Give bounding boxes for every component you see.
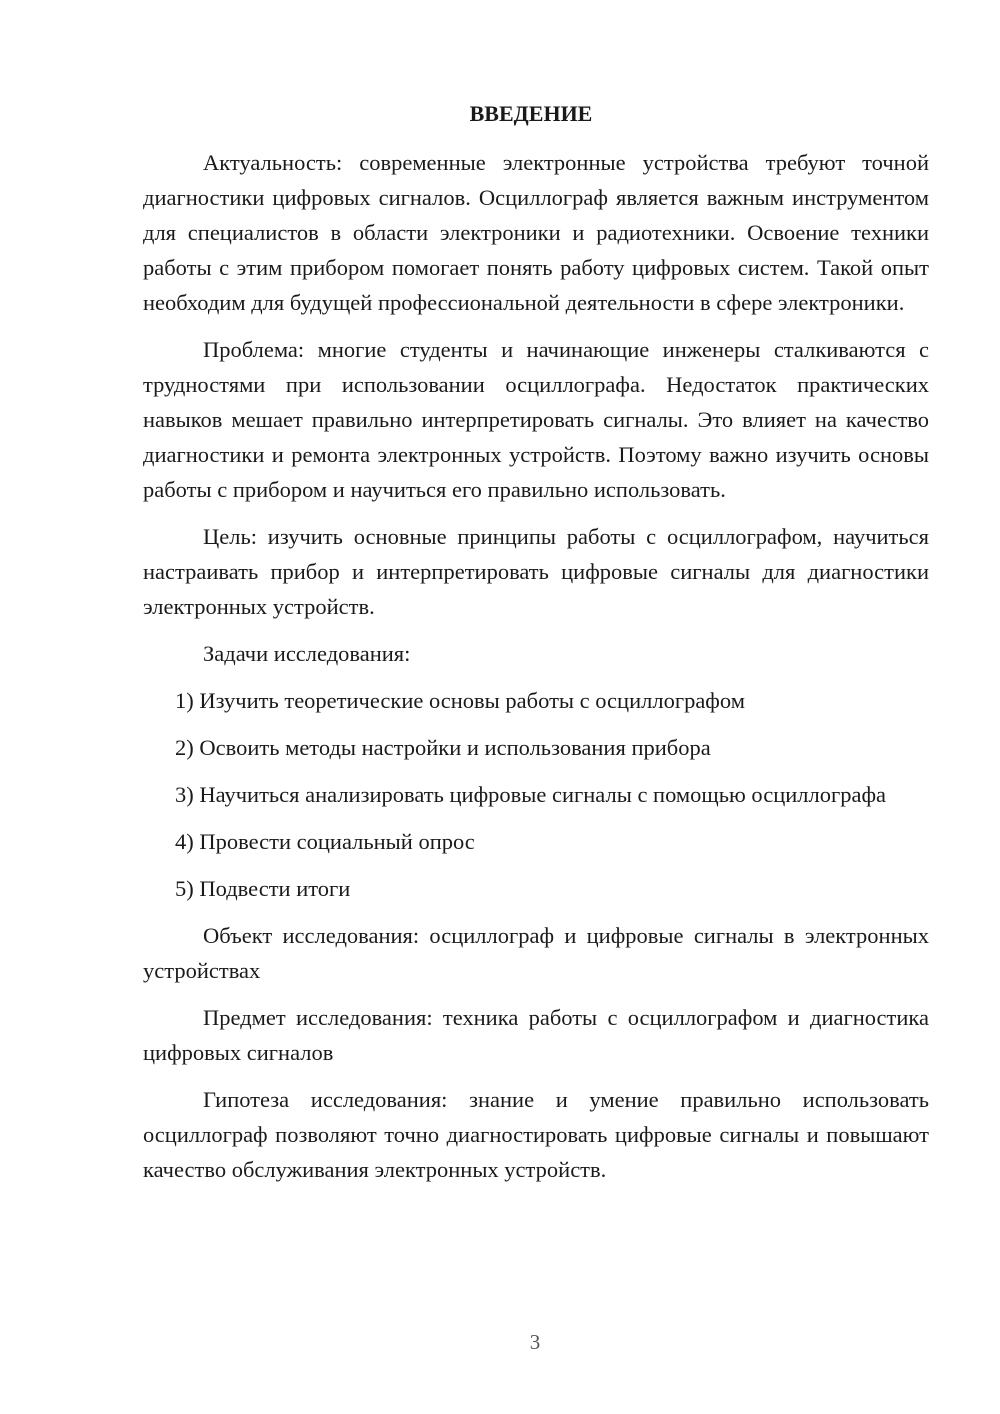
paragraph-goal: Цель: изучить основные принципы работы с осциллографом, научиться настраивать прибор и интерпретировать цифровые сигналы для диагностики электронных устройств.	[143, 524, 929, 619]
task-item-3: 3) Научиться анализировать цифровые сигналы с помощью осциллографа	[175, 782, 887, 807]
paragraph-relevance: Актуальность: современные электронные устройства требуют точной диагностики цифровых сигналов. Осциллограф является важным инструментом для специалистов в области электроники и радиотехники. Освоение техники работы с этим прибором помогает понять работу цифровых систем. Такой опыт необходим для будущей профессиональной деятельности в сфере электроники.	[143, 150, 929, 315]
task-item-2: 2) Освоить методы настройки и использования прибора	[175, 735, 711, 760]
task-item-4: 4) Провести социальный опрос	[175, 829, 475, 854]
paragraph-problem: Проблема: многие студенты и начинающие инженеры сталкиваются с трудностями при использовании осциллографа. Недостаток практических навыков мешает правильно интерпретировать сигналы. Это влияет на качество диагностики и ремонта электронных устройств. Поэтому важно изучить основы работы с прибором и научиться его правильно использовать.	[143, 337, 929, 502]
section-title: ВВЕДЕНИЕ	[469, 101, 593, 126]
paragraph-hypothesis: Гипотеза исследования: знание и умение правильно использовать осциллограф позволяют точно диагностировать цифровые сигналы и повышают качество обслуживания электронных устройств.	[143, 1087, 929, 1182]
document-page	[143, 96, 929, 1199]
page-number: 3	[529, 1330, 541, 1354]
paragraph-object: Объект исследования: осциллограф и цифровые сигналы в электронных устройствах	[143, 923, 929, 983]
task-item-5: 5) Подвести итоги	[175, 876, 351, 901]
task-item-1: 1) Изучить теоретические основы работы с осциллографом	[175, 688, 745, 713]
paragraph-tasks-heading: Задачи исследования:	[203, 641, 411, 666]
paragraph-subject: Предмет исследования: техника работы с осциллографом и диагностика цифровых сигналов	[143, 1005, 929, 1065]
